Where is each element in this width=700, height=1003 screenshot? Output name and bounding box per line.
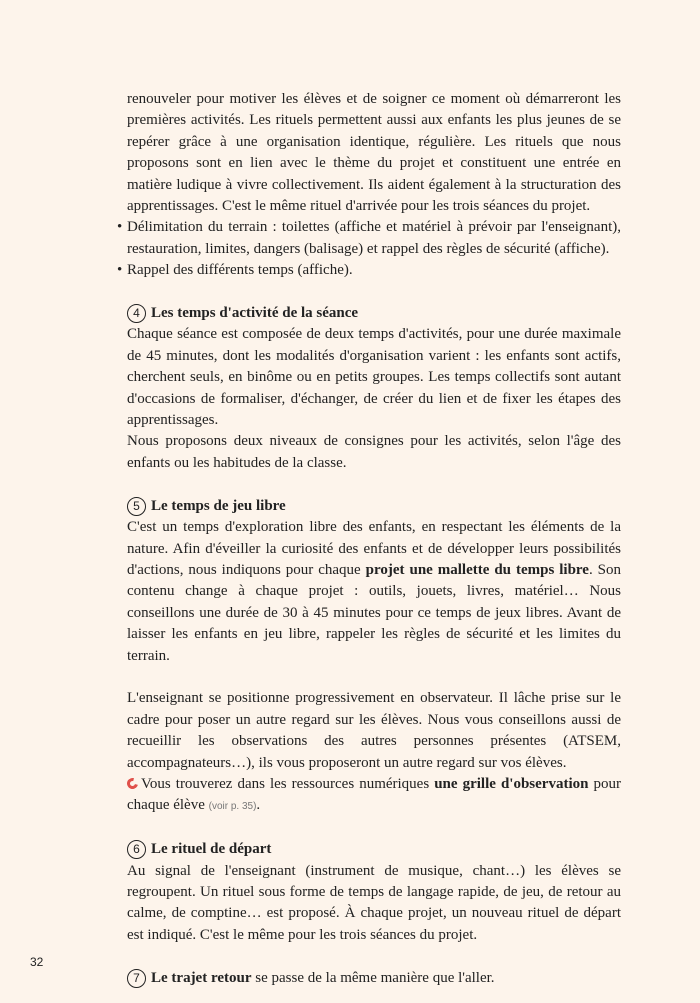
page-reference: (voir p. 35) <box>208 801 257 813</box>
text: Vous trouverez dans les ressources numériques <box>141 775 435 792</box>
bold-text: projet une mallette du temps libre <box>365 561 589 578</box>
page-number: 32 <box>30 955 44 969</box>
digital-resource-icon <box>125 776 140 791</box>
text: . <box>256 797 261 814</box>
resource-note <box>127 774 621 818</box>
section-number-badge: 6 <box>127 840 146 859</box>
section-paragraph <box>127 517 621 667</box>
section-title: Le trajet retour <box>151 969 252 986</box>
section-paragraph: Chaque séance est composée de deux temps d'activités, pour une durée maximale de 45 minutes, dont les modalités d'organisation varient : les enfants sont actifs, cherchent seuls, en binôme ou en petits groupes. Les temps collectifs sont autant d'occasions de formaliser, d'échanger, de créer du lien et de fixer les étapes des apprentissages. <box>127 326 621 429</box>
section-7 <box>127 968 621 989</box>
intro-paragraph: renouveler pour motiver les élèves et de soigner ce moment où démarreront les premières activités. Les rituels permettent aussi aux enfants les plus jeunes de se repérer grâce à une organisation identique, régulière. Les rituels que nous proposons sont en lien avec le thème du projet et constituent une entrée en matière ludique à vivre collectivement. Ils aident également à la structuration des apprentissages. C'est le même rituel d'arrivée pour les trois séances du projet. <box>127 91 621 215</box>
bold-text: une grille d'observation <box>434 775 589 792</box>
section-number-badge: 4 <box>127 304 146 323</box>
section-5 <box>127 496 621 818</box>
bullet-item: • Délimitation du terrain : toilettes (affiche et matériel à prévoir par l'enseignant), restauration, limites, dangers (balisage) et rappel des règles de sécurité (affiche). <box>127 217 621 260</box>
section-paragraph: L'enseignant se positionne progressivement en observateur. Il lâche prise sur le cadre pour poser un autre regard sur les élèves. Nous vous conseillons aussi de recueillir les observations des autres personnes présentes (ATSEM, accompagnateurs…), ils vous proposeront un autre regard sur vos élèves. <box>127 690 621 771</box>
section-4 <box>127 303 621 474</box>
section-number-badge: 5 <box>127 497 146 516</box>
text: C'est un temps d'exploration libre des enfants, en respectant les éléments de la nature. Afin d'éveiller la curiosité des enfants et de développer leurs possibilités d'actions, nous indiquons pour chaque <box>127 519 621 578</box>
section-paragraph: Au signal de l'enseignant (instrument de musique, chant…) les élèves se regroupent. Un rituel sous forme de temps de langage rapide, de jeu, de retour au calme, de comptine… est proposé. À chaque projet, un nouveau rituel de départ est indiqué. C'est le même pour les trois séances du projet. <box>127 862 621 943</box>
section-6 <box>127 839 621 946</box>
section-title: Le rituel de départ <box>151 841 272 858</box>
bullet-item: • Rappel des différents temps (affiche). <box>127 260 621 281</box>
section-number-badge: 7 <box>127 969 146 988</box>
text: se passe de la même manière que l'aller. <box>251 969 495 986</box>
section-title: Le temps de jeu libre <box>151 497 286 514</box>
text: . Son contenu change à chaque projet : outils, jouets, livres, matériel… Nous conseillons une durée de 30 à 45 minutes pour ce temps de jeux libres. Avant de laisser les enfants en jeu libre, rappeler les règles de sécurité et les limites du terrain. <box>127 561 622 664</box>
section-paragraph: Nous proposons deux niveaux de consignes pour les activités, selon l'âge des enfants ou les habitudes de la classe. <box>127 433 621 471</box>
text: pour chaque élève <box>127 775 622 814</box>
page-content <box>127 89 621 989</box>
section-title: Les temps d'activité de la séance <box>151 305 359 322</box>
intro-section <box>127 89 621 282</box>
